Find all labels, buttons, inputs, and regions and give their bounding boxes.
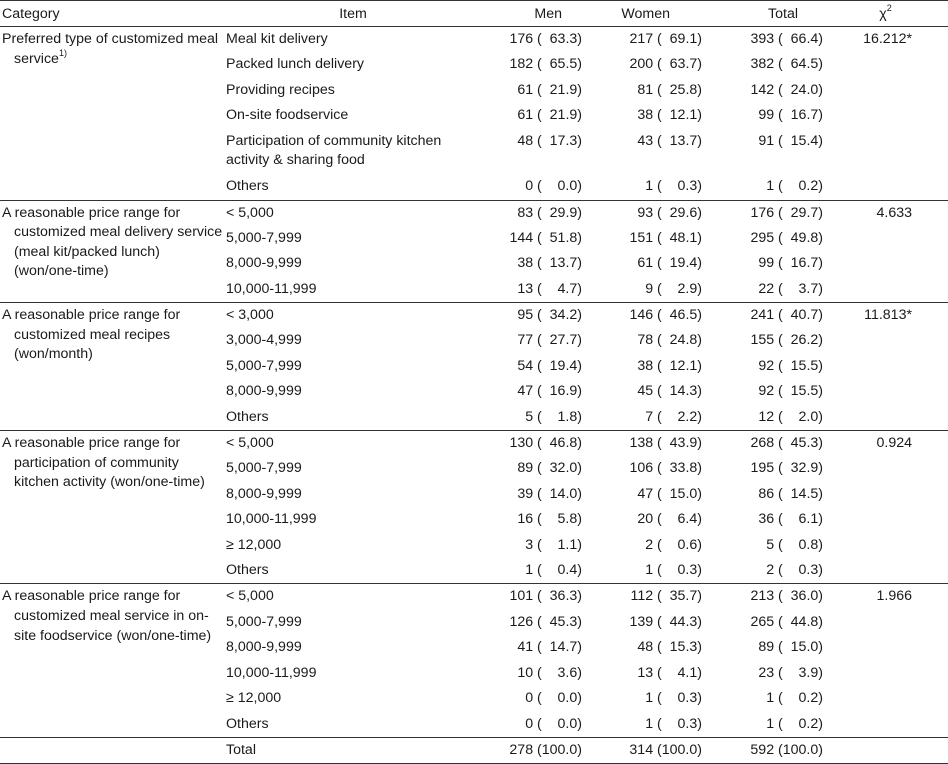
total-value: 1 ( 0.2) [702, 174, 823, 200]
total-row [0, 738, 948, 764]
total-value: 195 ( 32.9) [750, 460, 823, 476]
chi-square-value [823, 456, 948, 482]
chi-symbol: χ [879, 5, 887, 22]
item-label: 8,000-9,999 [226, 485, 302, 502]
women-value: 106 ( 33.8) [629, 460, 702, 476]
total-value: 36 ( 6.1) [758, 511, 823, 528]
category-cell [0, 584, 224, 738]
chi-square-value: 1.966 [876, 588, 912, 605]
item-label: < 5,000 [226, 434, 274, 451]
item-label: 3,000-4,999 [226, 332, 302, 349]
men-value: 3 ( 1.1) [525, 536, 582, 553]
total-value: 89 ( 15.0) [758, 639, 823, 656]
women-value: 43 ( 13.7) [637, 132, 702, 149]
chi-square-value [823, 686, 948, 712]
women-value: 1 ( 0.3) [645, 690, 702, 707]
total-row-category [0, 738, 224, 764]
men-value: 38 ( 13.7) [517, 255, 582, 272]
header-chi-square [823, 1, 948, 27]
item-cell [224, 430, 482, 456]
men-value: 13 ( 4.7) [482, 277, 582, 303]
chi-square-value [823, 226, 948, 252]
women-value: 20 ( 6.4) [637, 511, 702, 528]
chi-square-value [823, 251, 948, 277]
women-value: 48 ( 15.3) [637, 639, 702, 656]
women-value: 2 ( 0.6) [645, 536, 702, 553]
item-label: Others [226, 562, 269, 579]
item-label: Others [226, 715, 269, 732]
category-cell [0, 27, 224, 201]
women-value: 47 ( 15.0) [637, 485, 702, 502]
item-label: Participation of community kitchen activity & sharing food [226, 132, 442, 169]
item-cell [224, 635, 482, 661]
category-cell [0, 200, 224, 302]
chi-square-value [823, 558, 948, 584]
men-value: 47 ( 16.9) [517, 383, 582, 400]
women-value: 7 ( 2.2) [582, 405, 702, 431]
men-value: 0 ( 0.0) [482, 712, 582, 738]
total-value: 22 ( 3.7) [702, 277, 823, 303]
item-cell [224, 200, 482, 226]
item-label: < 5,000 [226, 588, 274, 605]
women-value: 13 ( 4.1) [637, 664, 702, 681]
women-value: 1 ( 0.3) [582, 558, 702, 584]
chi-superscript: 2 [886, 2, 892, 13]
total-value: 92 ( 15.5) [758, 357, 823, 374]
category-cell [0, 302, 224, 430]
item-label: 5,000-7,999 [226, 357, 302, 374]
women-value: 138 ( 43.9) [629, 434, 702, 451]
chi-square-value [823, 129, 948, 175]
chi-square-value [823, 405, 948, 431]
chi-square-value [823, 328, 948, 354]
men-value: 77 ( 27.7) [517, 332, 582, 349]
women-value: 139 ( 44.3) [629, 613, 702, 630]
item-label: On-site foodservice [226, 107, 349, 124]
men-value: 0 ( 0.0) [482, 174, 582, 200]
item-cell [224, 226, 482, 252]
total-value: 92 ( 15.5) [758, 383, 823, 400]
men-value: 5 ( 1.8) [482, 405, 582, 431]
item-cell [224, 584, 482, 610]
category-text: Preferred type of customized meal service [2, 31, 219, 67]
men-value: 16 ( 5.8) [517, 511, 582, 528]
chi-square-value [823, 635, 948, 661]
item-cell [224, 405, 482, 431]
men-value: 41 ( 14.7) [517, 639, 582, 656]
chi-square-value [823, 610, 948, 636]
women-value: 9 ( 2.9) [582, 277, 702, 303]
category-text: A reasonable price range for customized meal service in on-site foodservice (won/one-time) [2, 588, 212, 644]
item-cell [224, 174, 482, 200]
item-label: 10,000-11,999 [226, 511, 317, 528]
item-label: ≥ 12,000 [226, 536, 282, 553]
total-value: 91 ( 15.4) [758, 132, 823, 149]
women-value: 1 ( 0.3) [582, 174, 702, 200]
total-value: 142 ( 24.0) [750, 81, 823, 98]
chi-square-value [823, 379, 948, 405]
category-label [2, 30, 224, 69]
men-value: 144 ( 51.8) [509, 229, 582, 246]
chi-square-value [823, 507, 948, 533]
chi-square-value: 4.633 [876, 204, 912, 221]
men-value: 95 ( 34.2) [517, 306, 582, 323]
chi-square-value [823, 174, 948, 200]
item-cell [224, 52, 482, 78]
total-value: 99 ( 16.7) [758, 107, 823, 124]
chi-square-value [823, 52, 948, 78]
table-row [0, 302, 948, 328]
chi-square-value [823, 712, 948, 738]
total-value: 1 ( 0.2) [766, 690, 823, 707]
item-label: 10,000-11,999 [226, 280, 317, 297]
item-label: 8,000-9,999 [226, 383, 302, 400]
men-value: 39 ( 14.0) [517, 485, 582, 502]
item-cell [224, 302, 482, 328]
item-cell [224, 277, 482, 303]
item-label: 8,000-9,999 [226, 255, 302, 272]
item-label: 5,000-7,999 [226, 229, 302, 246]
total-women: 314 (100.0) [582, 738, 702, 764]
total-value: 86 ( 14.5) [758, 485, 823, 502]
men-value: 83 ( 29.9) [517, 204, 582, 221]
men-value: 54 ( 19.4) [517, 357, 582, 374]
item-label: Packed lunch delivery [226, 56, 365, 73]
item-cell [224, 456, 482, 482]
category-text: A reasonable price range for customized meal delivery service (meal kit/packed lunch) (won/one-time) [2, 204, 223, 280]
item-label: 5,000-7,999 [226, 613, 302, 630]
item-cell [224, 251, 482, 277]
item-cell [224, 27, 482, 53]
item-cell [224, 354, 482, 380]
item-cell [224, 661, 482, 687]
category-label [2, 434, 224, 493]
table-row [0, 430, 948, 456]
women-value: 146 ( 46.5) [629, 306, 702, 323]
item-cell [224, 103, 482, 129]
total-value: 23 ( 3.9) [758, 664, 823, 681]
total-value: 268 ( 45.3) [750, 434, 823, 451]
men-value: 61 ( 21.9) [517, 81, 582, 98]
women-value: 38 ( 12.1) [637, 357, 702, 374]
total-value: 99 ( 16.7) [758, 255, 823, 272]
item-label: Providing recipes [226, 81, 335, 98]
total-value: 393 ( 66.4) [750, 31, 823, 47]
item-cell [224, 129, 482, 175]
item-label: 8,000-9,999 [226, 639, 302, 656]
total-value: 5 ( 0.8) [766, 536, 823, 553]
header-total: Total [702, 1, 823, 27]
chi-square-value [823, 533, 948, 559]
table-row [0, 27, 948, 53]
total-value: 155 ( 26.2) [750, 332, 823, 349]
men-value: 130 ( 46.8) [509, 434, 582, 451]
item-label: 5,000-7,999 [226, 460, 302, 476]
item-cell [224, 712, 482, 738]
men-value: 176 ( 63.3) [509, 31, 582, 47]
total-value: 12 ( 2.0) [702, 405, 823, 431]
men-value: 0 ( 0.0) [525, 690, 582, 707]
women-value: 81 ( 25.8) [637, 81, 702, 98]
total-value: 1 ( 0.2) [702, 712, 823, 738]
chi-square-value [823, 277, 948, 303]
item-cell [224, 686, 482, 712]
total-value: 176 ( 29.7) [750, 204, 823, 221]
category-label [2, 306, 224, 365]
table-row [0, 584, 948, 610]
header-women: Women [582, 1, 702, 27]
item-cell [224, 507, 482, 533]
women-value: 38 ( 12.1) [637, 107, 702, 124]
category-text: A reasonable price range for customized meal recipes (won/month) [2, 306, 181, 363]
item-label: Others [226, 178, 269, 195]
men-value: 1 ( 0.4) [482, 558, 582, 584]
category-text: A reasonable price range for participation of community kitchen activity (won/one-time) [2, 434, 205, 491]
chi-square-value [823, 482, 948, 508]
item-cell [224, 558, 482, 584]
total-row-label: Total [224, 738, 482, 764]
total-value: 2 ( 0.3) [702, 558, 823, 584]
total-value: 213 ( 36.0) [750, 588, 823, 605]
chi-square-value [823, 103, 948, 129]
header-row [0, 1, 948, 27]
item-cell [224, 610, 482, 636]
total-men: 278 (100.0) [482, 738, 582, 764]
total-all: 592 (100.0) [702, 738, 823, 764]
women-value: 93 ( 29.6) [637, 204, 702, 221]
total-value: 382 ( 64.5) [750, 56, 823, 73]
table-row [0, 200, 948, 226]
item-label: < 3,000 [226, 306, 274, 323]
men-value: 126 ( 45.3) [509, 613, 582, 630]
men-value: 89 ( 32.0) [517, 460, 582, 476]
item-cell [224, 328, 482, 354]
women-value: 78 ( 24.8) [637, 332, 702, 349]
category-label [2, 204, 224, 282]
footnote-marker: 1) [58, 47, 67, 58]
total-value: 265 ( 44.8) [750, 613, 823, 630]
chi-square-value: 0.924 [876, 434, 912, 451]
item-cell [224, 78, 482, 104]
header-item: Item [224, 1, 482, 27]
category-label [2, 587, 224, 646]
total-chi [823, 738, 948, 764]
header-men: Men [482, 1, 582, 27]
chi-square-value: 11.813* [864, 306, 912, 323]
item-label: 10,000-11,999 [226, 664, 317, 681]
men-value: 182 ( 65.5) [509, 56, 582, 73]
item-cell [224, 482, 482, 508]
men-value: 10 ( 3.6) [517, 664, 582, 681]
total-value: 241 ( 40.7) [750, 306, 823, 323]
item-label: < 5,000 [226, 204, 274, 221]
item-label: Others [226, 408, 269, 425]
category-cell [0, 430, 224, 584]
women-value: 200 ( 63.7) [629, 56, 702, 73]
item-cell [224, 379, 482, 405]
chi-square-value [823, 78, 948, 104]
item-label: ≥ 12,000 [226, 690, 282, 707]
women-value: 112 ( 35.7) [630, 588, 702, 605]
women-value: 61 ( 19.4) [637, 255, 702, 272]
men-value: 101 ( 36.3) [509, 588, 582, 605]
men-value: 61 ( 21.9) [517, 107, 582, 124]
total-value: 295 ( 49.8) [750, 229, 823, 246]
item-label: Meal kit delivery [226, 31, 328, 47]
women-value: 217 ( 69.1) [629, 31, 702, 47]
women-value: 151 ( 48.1) [629, 229, 702, 246]
item-cell [224, 533, 482, 559]
chi-square-value [823, 661, 948, 687]
chi-square-value [823, 354, 948, 380]
header-category: Category [0, 1, 224, 27]
chi-square-value: 16.212* [863, 31, 912, 47]
women-value: 45 ( 14.3) [637, 383, 702, 400]
women-value: 1 ( 0.3) [582, 712, 702, 738]
men-value: 48 ( 17.3) [517, 132, 582, 149]
